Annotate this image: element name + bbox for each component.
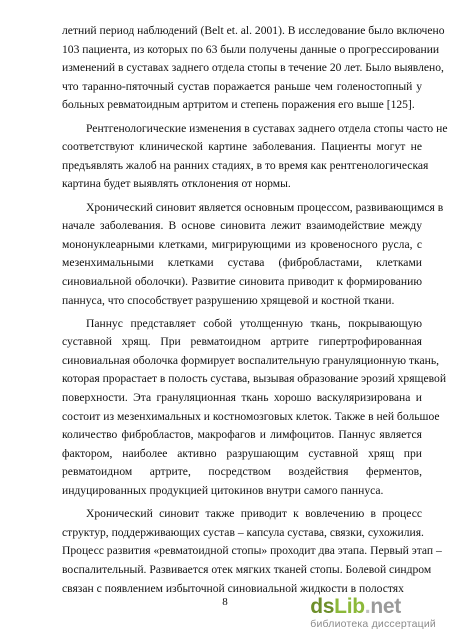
text-line: мононуклеарными клетками, мигрирующими из кровеносного русла, с xyxy=(62,237,422,251)
text-line: Процесс развития «ревматоидной стопы» проходит два этапа. Первый этап – xyxy=(62,544,442,558)
paragraph xyxy=(62,199,444,311)
text-line: суставной хрящ. При ревматоидном артрите гипертрофированная xyxy=(62,335,422,349)
paragraph xyxy=(62,22,445,115)
text-line: соответствуют клинической картине заболевания. Пациенты могут не xyxy=(62,140,422,154)
text-line: паннуса, что способствует разрушению хрящевой и костной ткани. xyxy=(62,293,395,307)
text-line: Рентгенологические изменения в суставах заднего отдела стопы часто не xyxy=(86,121,448,135)
text-line: летний период наблюдений (Belt et. al. 2001). В исследование было включено xyxy=(62,24,445,37)
watermark-dot: . xyxy=(364,595,371,618)
body-text xyxy=(62,22,448,603)
text-line: фактором, наиболее активно разрушающим суставной хрящ при xyxy=(62,446,422,460)
watermark-net: net xyxy=(370,595,401,618)
text-line: больных ревматоидным артритом и степень поражения его выше [125]. xyxy=(62,98,415,112)
watermark-subtitle: библиотека диссертаций xyxy=(310,618,436,630)
text-line: Хронический синовит является основным процессом, развивающимся в xyxy=(86,200,444,214)
text-line: начале заболевания. В основе синовита лежит взаимодействие между xyxy=(62,219,422,233)
text-line: воспалительный. Развивается отек мягких тканей стопы. Болевой синдром xyxy=(62,563,432,576)
text-line: предъявлять жалоб на ранних стадиях, в то время как рентгенологическая xyxy=(62,158,429,172)
text-line: мезенхимальными клетками сустава (фибробластами, клетками xyxy=(62,256,422,270)
text-line: изменений в суставах заднего отдела стопы в течение 20 лет. Было выявлено, xyxy=(62,61,444,75)
watermark-wordmark xyxy=(310,596,436,618)
text-line: состоит из мезенхимальных и костномозговых клеток. Также в ней большое xyxy=(62,409,440,423)
text-line: картина будет выявлять отклонения от нормы. xyxy=(62,177,291,191)
paragraph xyxy=(62,315,447,501)
text-line: синовиальная оболочка формирует воспалительную грануляционную ткань, xyxy=(62,353,440,367)
watermark-lib: Lib xyxy=(334,595,365,618)
text-line: связан с появлением избыточной синовиальной жидкости в полостях xyxy=(62,581,404,595)
text-line: количество фибробластов, макрофагов и лимфоцитов. Паннус является xyxy=(62,428,422,442)
text-line: поверхности. Эта грануляционная ткань хорошо васкуляризирована и xyxy=(62,391,422,405)
text-line: ревматоидном артрите, посредством воздействия ферментов, xyxy=(62,465,422,479)
text-line: структур, поддерживающих сустав – капсула сустава, связки, сухожилия. xyxy=(62,525,424,539)
text-line: синовиальной оболочки). Развитие синовита приводит к формированию xyxy=(62,274,422,288)
text-line: 103 пациента, из которых по 63 были получены данные о прогрессировании xyxy=(62,42,440,56)
text-line: индуцированных продукцией цитокинов внутри самого паннуса. xyxy=(62,484,384,498)
paragraph xyxy=(62,120,448,194)
paragraph xyxy=(62,505,442,598)
text-line: Паннус представляет собой утолщенную ткань, покрывающую xyxy=(86,316,422,330)
text-line: которая прорастает в полость сустава, вызывая образование эрозий хрящевой xyxy=(62,372,447,386)
page-number: 8 xyxy=(222,596,228,608)
text-line: что таранно-пяточный сустав поражается раньше чем голеностопный у xyxy=(62,79,422,93)
text-line: Хронический синовит также приводит к вовлечению в процесс xyxy=(86,507,422,521)
watermark-logo xyxy=(310,596,436,630)
watermark-ds: ds xyxy=(310,595,335,618)
